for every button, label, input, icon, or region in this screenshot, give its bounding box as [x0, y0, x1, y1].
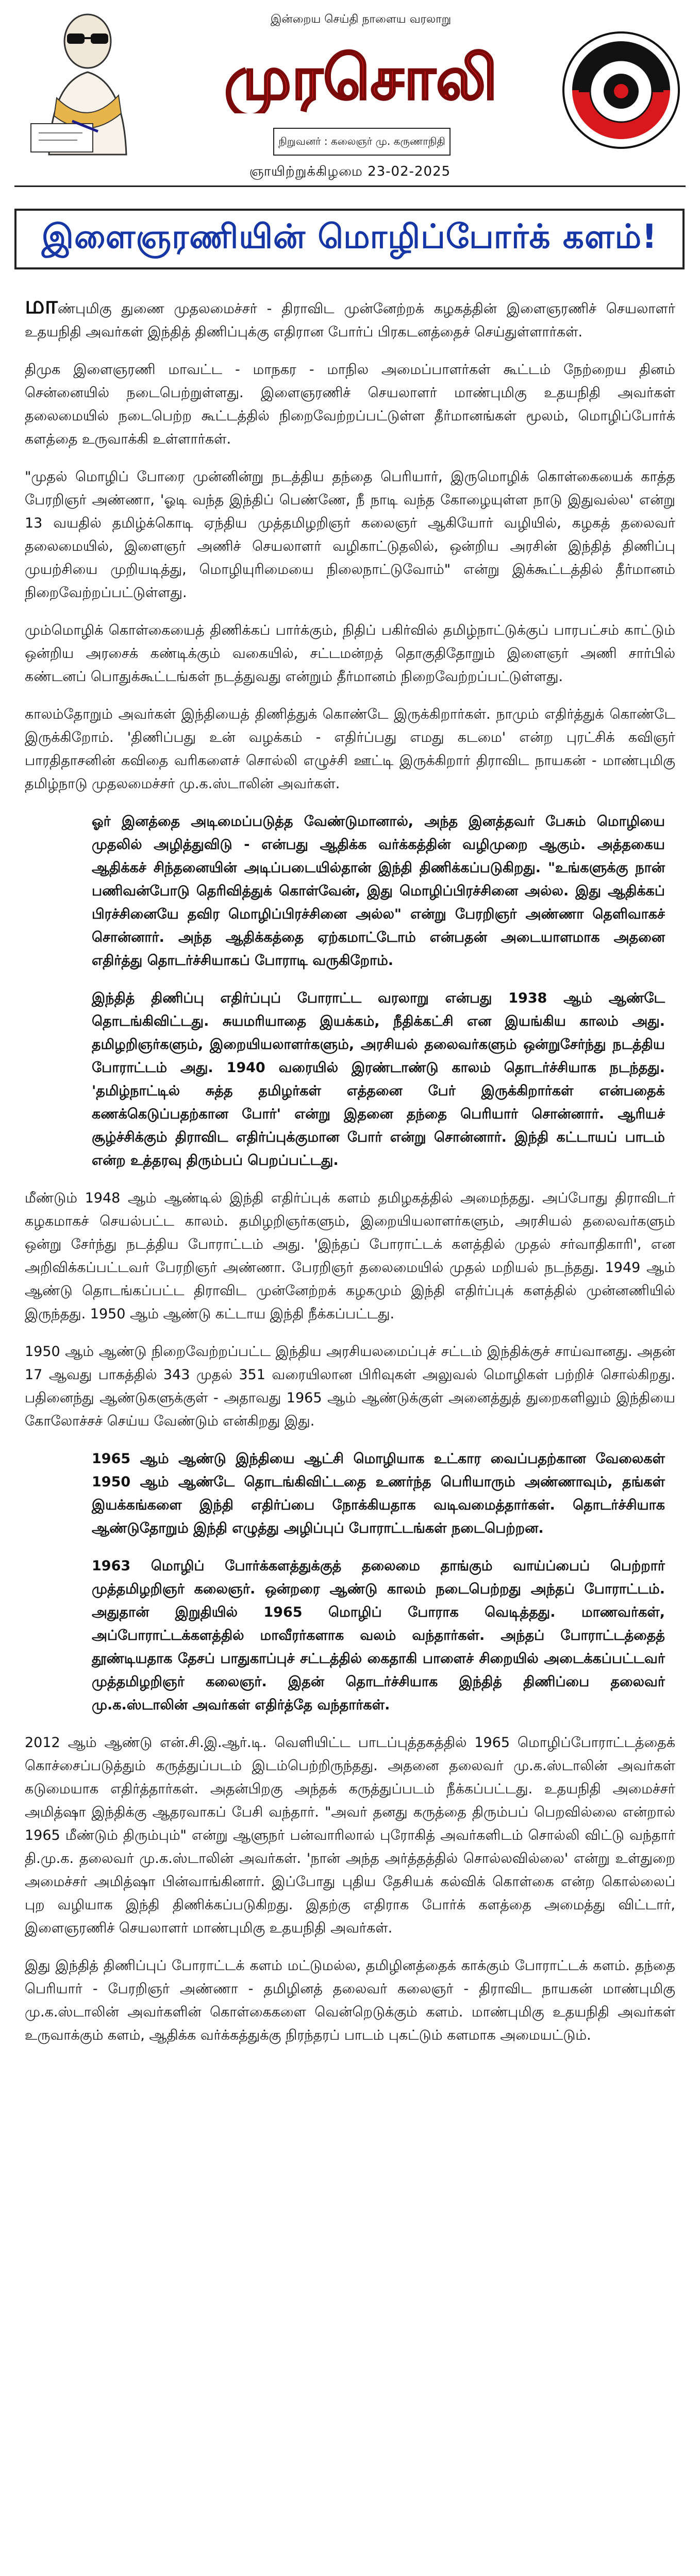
paragraph-12: 2012 ஆம் ஆண்டு என்.சி.இ.ஆர்.டி. வெளியிட்ட பாடப்புத்தகத்தில் 1965 மொழிப்போராட்டத்தைக் கொச்சைப்படுத்தும் கருத்துப்படம் இடம்பெற்றிருந்தது. அதனை தலைவர் மு.க.ஸ்டாலின் அவர்கள் கடுமையாக எதிர்த்தார்கள். அதன்பிறகு அந்தக் கருத்துப்படம் நீக்கப்பட்டது. உதயநிதி அமைச்சர் அமித்ஷா இந்திக்கு ஆதரவாகப் பேசி வந்தார். "அவர் தனது கருத்தை திரும்பப் பெறவில்லை என்றால் 1965 மீண்டும் திரும்பும்" என்று ஆளுநர் பன்வாரிலால் புரோகித் அவர்களிடம் சொல்லி விட்டு வந்தார் தி.மு.க. தலைவர் மு.க.ஸ்டாலின் அவர்கள். 'நான் அந்த அர்த்தத்தில் சொல்லவில்லை' என்று உள்துறை அமைச்சர் அமித்ஷா பின்வாங்கினார். இப்போது புதிய தேசியக் கல்விக் கொள்கை என்ற கொல்லைப் புற வழியாக இந்தி திணிக்கப்படுகிறது. இதற்கு எதிராக போர்க் களத்தை அமைத்து விட்டார், இளைஞரணிச் செயலாளர் மாண்புமிகு உதயநிதி அவர்கள். — [25, 1735, 675, 1936]
editorial-headline-box — [14, 209, 685, 269]
founder-credit: நிறுவனர் : கலைஞர் மு. கருணாநிதி — [273, 128, 451, 156]
editorial-article — [25, 291, 675, 2061]
paragraph-6: ஓர் இனத்தை அடிமைப்படுத்த வேண்டுமானால், அந்த இனத்தவர் பேசும் மொழியை முதலில் அழித்துவிடு - என்பது ஆதிக்க வர்க்கத்தின் வழிமுறை ஆகும். அத்தகைய ஆதிக்கச் சிந்தனையின் அடிப்படையில்தான் இந்தி திணிக்கப்படுகிறது. "உங்களுக்கு நான் பணிவன்போடு தெரிவித்துக் கொள்வேன், இது மொழிப்பிரச்சினை அல்ல. இது ஆதிக்கப் பிரச்சினையே தவிர மொழிப்பிரச்சினை அல்ல" என்று பேரறிஞர் அண்ணா தெளிவாகச் சொன்னார். அந்த ஆதிக்கத்தை ஏற்கமாட்டோம் என்பதன் அடையாளமாக அதனை எதிர்த்து தொடர்ச்சியாகப் போராடி வருகிறோம். — [92, 814, 665, 969]
issue-date: ஞாயிற்றுக்கிழமை 23-02-2025 — [249, 164, 451, 179]
masthead — [0, 0, 700, 196]
paragraph-8: மீண்டும் 1948 ஆம் ஆண்டில் இந்தி எதிர்ப்புக் களம் தமிழகத்தில் அமைந்தது. அப்போது திராவிடர் கழகமாகச் செயல்பட்ட காலம். தமிழறிஞர்களும், இறையியலாளர்களும், அரசியல் தலைவர்களும் ஒன்று சேர்ந்து நடத்திய போராட்டம் அது. 'இந்தப் போராட்டக் களத்தில் முதல் சர்வாதிகாரி', என அறிவிக்கப்பட்டவர் பேரறிஞர் அண்ணா. பேரறிஞர் தலைமையில் முதல் மறியல் நடந்தது. 1949 ஆம் ஆண்டு தொடங்கப்பட்ட திராவிட முன்னேற்றக் கழகமும் இந்தி எதிர்ப்புக் களத்தில் முன்னணியில் இருந்தது. 1950 ஆம் ஆண்டு கட்டாய இந்தி நீக்கப்பட்டது. — [25, 1190, 675, 1322]
paragraph-1 — [25, 291, 675, 344]
founder-illustration — [10, 5, 165, 160]
paragraph-5: காலம்தோறும் அவர்கள் இந்தியைத் திணித்துக் கொண்டே இருக்கிறார்கள். நாமும் எதிர்த்துக் கொண்டே இருக்கிறோம். 'திணிப்பது உன் வழக்கம் - எதிர்ப்பது எமது கடமை' என்ற புரட்சிக் கவிஞர் பாரதிதாசனின் கவிதை வரிகளைச் சொல்லி எழுச்சி ஊட்டி இருக்கிறார் திராவிட நாயகன் - மாண்புமிகு தமிழ்நாடு முதலமைச்சர் மு.க.ஸ்டாலின் அவர்கள். — [25, 706, 675, 792]
newspaper-logo — [175, 41, 546, 113]
party-emblem — [559, 28, 683, 152]
paragraph-9: 1950 ஆம் ஆண்டு நிறைவேற்றப்பட்ட இந்திய அரசியலமைப்புச் சட்டம் இந்திக்குச் சாய்வானது. அதன் 17 ஆவது பாகத்தில் 343 முதல் 351 வரையிலான பிரிவுகள் அலுவல் மொழிகள் பற்றிச் சொல்கிறது. பதினைந்து ஆண்டுகளுக்குள் - அதாவது 1965 ஆம் ஆண்டுக்குள் அனைத்துத் துறைகளிலும் இந்தியை கோலோச்சச் செய்ய வேண்டும் என்கிறது இது. — [25, 1344, 675, 1429]
paragraph-7: இந்தித் திணிப்பு எதிர்ப்புப் போராட்ட வரலாறு என்பது 1938 ஆம் ஆண்டே தொடங்கிவிட்டது. சுயமரியாதை இயக்கம், நீதிக்கட்சி என இயங்கிய காலம் அது. தமிழறிஞர்களும், இறையியலாளர்களும், அரசியல் தலைவர்களும் ஒன்றுசேர்ந்து நடத்திய போராட்டம் அது. 1940 வரையில் இரண்டாண்டு காலம் தொடர்ச்சியாக நடந்தது. 'தமிழ்நாட்டில் சுத்த தமிழர்கள் எத்தனை பேர் இருக்கிறார்கள் என்பதைக் கணக்கெடுப்பதற்கான போர்' என்று இதனை தந்தை பெரியார் சொன்னார். ஆரியச் சூழ்ச்சிக்கும் திராவிட எதிர்ப்புக்குமான போர் என்று சொன்னார். இந்தி கட்டாயப் பாடம் என்ற உத்தரவு திரும்பப் பெறப்பட்டது. — [92, 990, 665, 1168]
paragraph-4: மும்மொழிக் கொள்கையைத் திணிக்கப் பார்க்கும், நிதிப் பகிர்வில் தமிழ்நாட்டுக்குப் பாரபட்சம் காட்டும் ஒன்றிய அரசைக் கண்டிக்கும் வகையில், சட்டமன்றத் தொகுதிதோறும் இளைஞர் அணி சார்பில் கண்டனப் பொதுக்கூட்டங்கள் நடத்துவது என்றும் தீர்மானம் நிறைவேற்றப்பட்டுள்ளது. — [25, 622, 675, 685]
svg-text:முரசொலி: முரசொலி — [224, 42, 498, 113]
paragraph-13: இது இந்தித் திணிப்புப் போராட்டக் களம் மட்டுமல்ல, தமிழினத்தைக் காக்கும் போராட்டக் களம். தந்தை பெரியார் - பேரறிஞர் அண்ணா - தமிழினத் தலைவர் கலைஞர் - திராவிட நாயகன் மாண்புமிகு மு.க.ஸ்டாலின் அவர்களின் கொள்கைகளை வென்றெடுக்கும் களம். மாண்புமிகு உதயநிதி அவர்கள் உருவாக்கும் களம், ஆதிக்க வர்க்கத்துக்கு நிரந்தரப் பாடம் புகட்டும் களமாக அமையட்டும். — [25, 1958, 675, 2043]
paragraph-10: 1965 ஆம் ஆண்டு இந்தியை ஆட்சி மொழியாக உட்கார வைப்பதற்கான வேலைகள் 1950 ஆம் ஆண்டே தொடங்கிவிட்டதை உணர்ந்த பெரியாரும் அண்ணாவும், தங்கள் இயக்கங்களை இந்தி எதிர்ப்பை நோக்கியதாக வடிவமைத்தார்கள். தொடர்ச்சியாக ஆண்டுதோறும் இந்தி எழுத்து அழிப்புப் போராட்டங்கள் நடைபெற்றன. — [92, 1451, 665, 1536]
paragraph-3: "முதல் மொழிப் போரை முன்னின்று நடத்திய தந்தை பெரியார், இருமொழிக் கொள்கையைக் காத்த பேரறிஞர் அண்ணா, 'ஓடி வந்த இந்திப் பெண்ணே, நீ நாடி வந்த கோழையுள்ள நாடு இதுவல்ல' என்று 13 வயதில் தமிழ்க்கொடி ஏந்திய முத்தமிழறிஞர் கலைஞர் ஆகியோர் வழியில், கழகத் தலைவர் தலைமையில், இளைஞர் அணிச் செயலாளர் வழிகாட்டுதலில், ஒன்றிய அரசின் இந்தித் திணிப்பு முயற்சியை முறியடித்து, மொழியுரிமையை நிலைநாட்டுவோம்" என்று இக்கூட்டத்தில் தீர்மானம் நிறைவேற்றப்பட்டுள்ளது. — [25, 469, 675, 601]
masthead-motto: இன்றைய செய்தி நாளைய வரலாறு — [270, 13, 452, 26]
paragraph-1-text: ண்புமிகு துணை முதலமைச்சர் - திராவிட முன்னேற்றக் கழகத்தின் இளைஞரணிச் செயலாளர் உதயநிதி அவர்கள் இந்தித் திணிப்புக்கு எதிரான போர்ப் பிரகடனத்தைச் செய்துள்ளார்கள். — [25, 301, 675, 340]
paragraph-2: திமுக இளைஞரணி மாவட்ட - மாநகர - மாநில அமைப்பாளர்கள் கூட்டம் நேற்றைய தினம் சென்னையில் நடைபெற்றுள்ளது. இளைஞரணிச் செயலாளர் மாண்புமிகு உதயநிதி அவர்கள் தலைமையில் நடைபெற்ற கூட்டத்தில் நிறைவேற்றப்பட்டுள்ள தீர்மானங்கள் மூலம், மொழிப்போர்க் களத்தை உருவாக்கி உள்ளார்கள். — [25, 362, 675, 447]
editorial-headline: இளைஞரணியின் மொழிப்போர்க் களம்! — [41, 218, 658, 256]
paragraph-11: 1963 மொழிப் போர்க்களத்துக்குத் தலைமை தாங்கும் வாய்ப்பைப் பெற்றார் முத்தமிழறிஞர் கலைஞர். ஒன்றரை ஆண்டு காலம் நடைபெற்றது அந்தப் போராட்டம். அதுதான் இறுதியில் 1965 மொழிப் போராக வெடித்தது. மாணவர்கள், அப்போராட்டக்களத்தில் மாவீரர்களாக வலம் வந்தார்கள். அந்தப் போராட்டத்தைத் தூண்டியதாக தேசப் பாதுகாப்புச் சட்டத்தில் கைதாகி பாளைச் சிறையில் அடைக்கப்பட்டவர் முத்தமிழறிஞர் கலைஞர். இதன் தொடர்ச்சியாக இந்தித் திணிப்பை தலைவர் மு.க.ஸ்டாலின் அவர்கள் எதிர்த்தே வந்தார்கள். — [92, 1558, 665, 1713]
drop-cap: மா — [25, 291, 58, 319]
masthead-divider — [14, 185, 686, 187]
